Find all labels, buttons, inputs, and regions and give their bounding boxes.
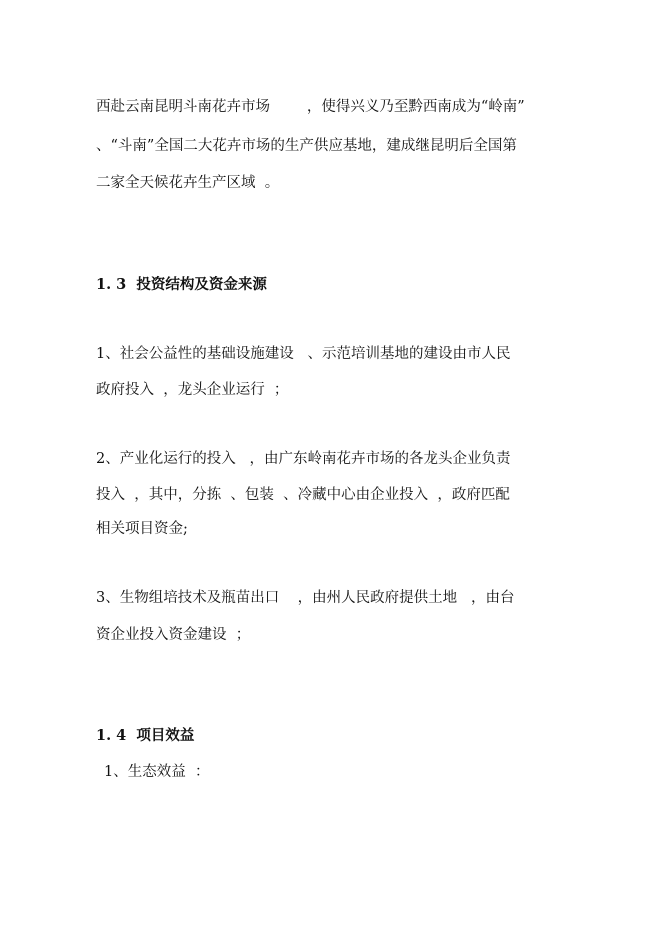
s14-item1: 1、生态效益 ： (104, 764, 210, 780)
section-1-3-title: 1. 3 投资结构及资金来源 (96, 276, 267, 293)
s13-item3-line-2: 资企业投入资金建设 ； (96, 627, 251, 643)
s13-item2-line-1: 2、产业化运行的投入 ，由广东岭南花卉市场的各龙头企业负责 (96, 451, 511, 467)
s13-item1-line-1: 1、社会公益性的基础设施建设 、示范培训基地的建设由市人民 (96, 346, 511, 362)
s13-item2-line-2: 投入 ，其中，分拣 、包装 、冷藏中心由企业投入 ，政府匹配 (96, 487, 510, 503)
s13-item2-line-3: 相关项目资金; (96, 521, 188, 537)
intro-line-3: 二家全天候花卉生产区域 。 (96, 175, 280, 191)
s13-item3-line-1: 3、生物组培技术及瓶苗出口 ，由州人民政府提供土地 ，由台 (96, 590, 515, 606)
intro-line-2: 、“斗南”全国二大花卉市场的生产供应基地，建成继昆明后全国第 (96, 138, 517, 154)
section-1-4-title: 1. 4 项目效益 (96, 727, 195, 744)
intro-line-1: 西赴云南昆明斗南花卉市场 ，使得兴义乃至黔西南成为“岭南” (96, 99, 525, 115)
s13-item1-line-2: 政府投入 ，龙头企业运行 ； (96, 382, 289, 398)
